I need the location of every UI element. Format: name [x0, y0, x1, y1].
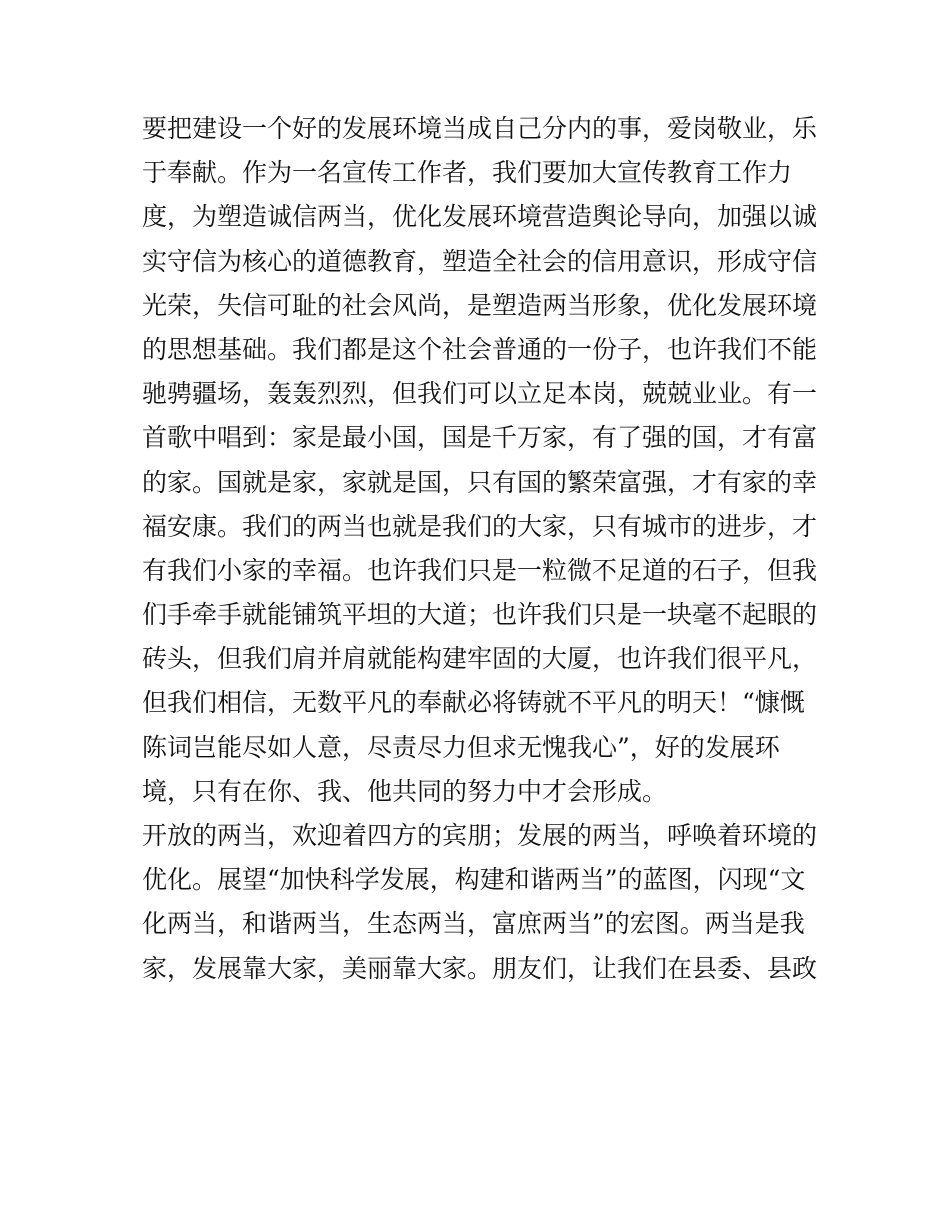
text-line-10: 福安康。我们的两当也就是我们的大家，只有城市的进步，才 — [142, 511, 818, 541]
body-text — [142, 107, 822, 991]
text-line-13: 砖头，但我们肩并肩就能构建牢固的大厦，也许我们很平凡， — [142, 644, 818, 674]
text-line-9: 的家。国就是家，家就是国，只有国的繁荣富强，才有家的幸 — [142, 467, 818, 497]
text-line-1: 要把建设一个好的发展环境当成自己分内的事，爱岗敬业，乐 — [142, 114, 818, 143]
text-line-4: 实守信为核心的道德教育，塑造全社会的信用意识，形成守信 — [142, 246, 818, 276]
text-line-7: 驰骋疆场，轰轰烈烈，但我们可以立足本岗，兢兢业业。有一 — [142, 379, 818, 409]
text-line-2: 于奉献。作为一名宣传工作者，我们要加大宣传教育工作力 — [142, 158, 793, 188]
text-line-14: 但我们相信，无数平凡的奉献必将铸就不平凡的明天！“慷慨 — [142, 688, 805, 718]
text-line-18: 优化。展望“加快科学发展，构建和谐两当”的蓝图，闪现“文 — [142, 865, 806, 895]
text-line-3: 度，为塑造诚信两当，优化发展环境营造舆论导向，加强以诚 — [142, 202, 818, 232]
text-line-5: 光荣，失信可耻的社会风尚，是塑造两当形象，优化发展环境 — [142, 290, 818, 320]
text-line-19: 化两当，和谐两当，生态两当，富庶两当”的宏图。两当是我 — [142, 909, 805, 939]
text-line-8: 首歌中唱到：家是最小国，国是千万家，有了强的国，才有富 — [142, 423, 818, 453]
text-line-15: 陈词岂能尽如人意，尽责尽力但求无愧我心”，好的发展环 — [142, 732, 780, 762]
text-line-16: 境，只有在你、我、他共同的努力中才会形成。 — [142, 776, 668, 806]
text-line-11: 有我们小家的幸福。也许我们只是一粒微不足道的石子，但我 — [142, 555, 818, 585]
text-line-17: 开放的两当，欢迎着四方的宾朋；发展的两当，呼唤着环境的 — [142, 821, 818, 850]
text-line-6: 的思想基础。我们都是这个社会普通的一份子，也许我们不能 — [142, 334, 818, 364]
text-line-20: 家，发展靠大家，美丽靠大家。朋友们，让我们在县委、县政 — [142, 953, 818, 983]
text-line-12: 们手牵手就能铺筑平坦的大道；也许我们只是一块毫不起眼的 — [142, 600, 818, 630]
